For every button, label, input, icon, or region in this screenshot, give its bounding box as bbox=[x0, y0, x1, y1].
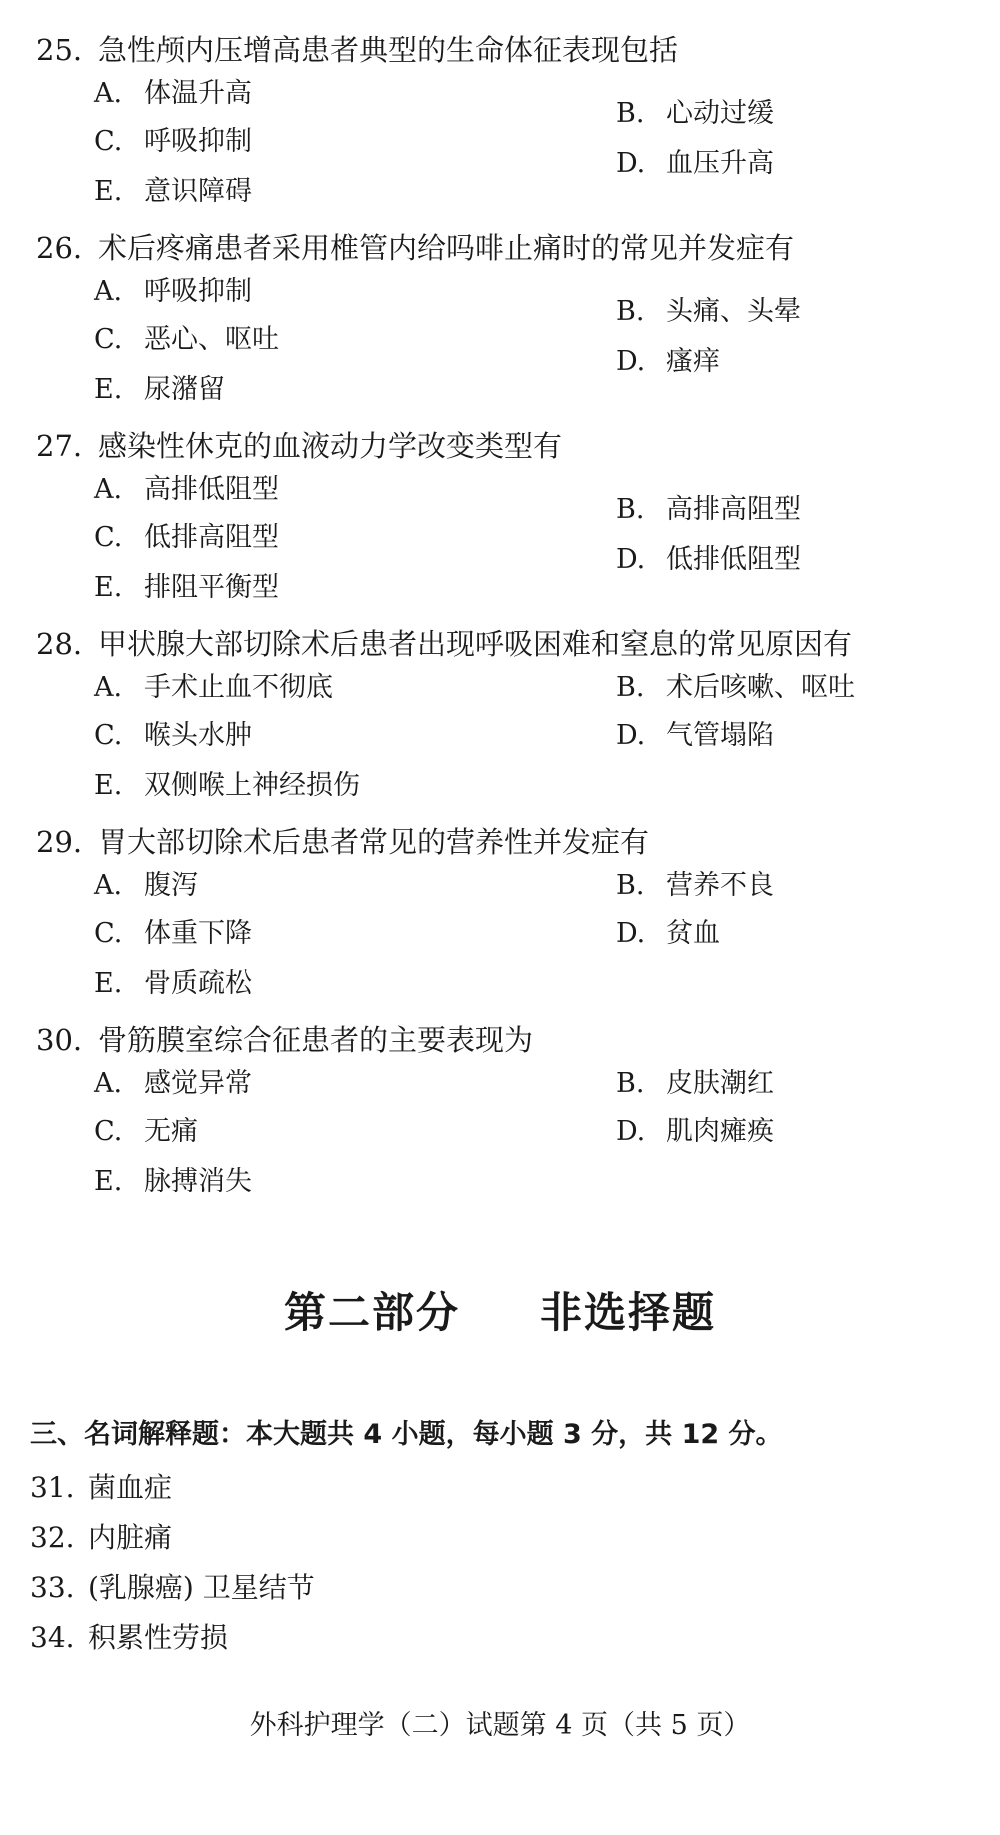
option-text: 皮肤潮红 bbox=[666, 1068, 774, 1099]
option-letter: E. bbox=[94, 176, 123, 207]
question-27 bbox=[36, 426, 976, 616]
option-letter: A. bbox=[94, 1068, 123, 1099]
option-letter: A. bbox=[94, 78, 123, 109]
option-text: 手术止血不彻底 bbox=[144, 672, 333, 703]
question-28 bbox=[36, 624, 976, 814]
option-c bbox=[94, 916, 252, 952]
question-text: 感染性休克的血液动力学改变类型有 bbox=[98, 429, 563, 463]
option-letter: C. bbox=[94, 522, 123, 553]
option-letter: D. bbox=[616, 346, 646, 377]
option-text: 感觉异常 bbox=[144, 1068, 252, 1099]
question-number: 28. bbox=[36, 627, 83, 661]
term-31 bbox=[30, 1466, 172, 1506]
options bbox=[36, 268, 976, 418]
question-29 bbox=[36, 822, 976, 1012]
option-e bbox=[94, 1164, 252, 1200]
part-title-right: 非选择题 bbox=[540, 1288, 717, 1337]
option-letter: E. bbox=[94, 1166, 123, 1197]
option-d bbox=[616, 542, 801, 578]
option-text: 瘙痒 bbox=[666, 346, 720, 377]
option-letter: B. bbox=[616, 672, 645, 703]
question-text: 甲状腺大部切除术后患者出现呼吸困难和窒息的常见原因有 bbox=[98, 627, 853, 661]
option-text: 血压升高 bbox=[666, 148, 774, 179]
part-two-title bbox=[0, 1280, 1000, 1340]
option-b bbox=[616, 1066, 774, 1102]
question-text: 胃大部切除术后患者常见的营养性并发症有 bbox=[98, 825, 650, 859]
option-text: 体重下降 bbox=[144, 918, 252, 949]
question-number: 30. bbox=[36, 1023, 83, 1057]
question-25 bbox=[36, 30, 976, 220]
option-d bbox=[616, 344, 720, 380]
term-text: 内脏痛 bbox=[88, 1521, 173, 1554]
option-letter: A. bbox=[94, 870, 123, 901]
option-c bbox=[94, 124, 252, 160]
option-text: 意识障碍 bbox=[144, 176, 252, 207]
option-letter: C. bbox=[94, 324, 123, 355]
option-letter: E. bbox=[94, 968, 123, 999]
option-a bbox=[94, 472, 279, 508]
option-letter: D. bbox=[616, 720, 646, 751]
option-a bbox=[94, 274, 252, 310]
option-letter: B. bbox=[616, 98, 645, 129]
option-text: 双侧喉上神经损伤 bbox=[144, 770, 360, 801]
term-number: 34. bbox=[30, 1621, 75, 1654]
option-text: 气管塌陷 bbox=[666, 720, 774, 751]
term-number: 31. bbox=[30, 1471, 75, 1504]
option-letter: D. bbox=[616, 1116, 646, 1147]
options bbox=[36, 664, 976, 814]
option-letter: E. bbox=[94, 374, 123, 405]
option-d bbox=[616, 146, 774, 182]
option-text: 术后咳嗽、呕吐 bbox=[666, 672, 855, 703]
options bbox=[36, 70, 976, 220]
option-text: 体温升高 bbox=[144, 78, 252, 109]
options bbox=[36, 862, 976, 1012]
option-b bbox=[616, 96, 774, 132]
option-letter: C. bbox=[94, 1116, 123, 1147]
option-letter: D. bbox=[616, 918, 646, 949]
question-stem bbox=[36, 426, 976, 466]
option-text: 呼吸抑制 bbox=[144, 126, 252, 157]
option-e bbox=[94, 966, 252, 1002]
options bbox=[36, 1060, 976, 1210]
option-text: 骨质疏松 bbox=[144, 968, 252, 999]
option-c bbox=[94, 322, 279, 358]
question-stem bbox=[36, 30, 976, 70]
option-letter: E. bbox=[94, 770, 123, 801]
option-text: 低排高阻型 bbox=[144, 522, 279, 553]
option-letter: A. bbox=[94, 474, 123, 505]
term-text: (乳腺癌) 卫星结节 bbox=[88, 1571, 315, 1604]
question-30 bbox=[36, 1020, 976, 1210]
option-letter: C. bbox=[94, 720, 123, 751]
option-e bbox=[94, 174, 252, 210]
option-c bbox=[94, 718, 252, 754]
option-text: 脉搏消失 bbox=[144, 1166, 252, 1197]
term-32 bbox=[30, 1516, 172, 1556]
option-a bbox=[94, 1066, 252, 1102]
term-number: 33. bbox=[30, 1571, 75, 1604]
term-33 bbox=[30, 1566, 315, 1606]
option-d bbox=[616, 1114, 774, 1150]
question-text: 骨筋膜室综合征患者的主要表现为 bbox=[98, 1023, 534, 1057]
option-text: 肌肉瘫痪 bbox=[666, 1116, 774, 1147]
question-stem bbox=[36, 1020, 976, 1060]
option-a bbox=[94, 76, 252, 112]
option-d bbox=[616, 916, 720, 952]
option-text: 头痛、头晕 bbox=[666, 296, 801, 327]
option-b bbox=[616, 492, 801, 528]
question-26 bbox=[36, 228, 976, 418]
term-number: 32. bbox=[30, 1521, 75, 1554]
option-letter: A. bbox=[94, 276, 123, 307]
term-text: 菌血症 bbox=[88, 1471, 173, 1504]
question-text: 急性颅内压增高患者典型的生命体征表现包括 bbox=[98, 33, 679, 67]
option-text: 贫血 bbox=[666, 918, 720, 949]
option-c bbox=[94, 1114, 198, 1150]
option-a bbox=[94, 670, 333, 706]
option-text: 高排高阻型 bbox=[666, 494, 801, 525]
option-letter: B. bbox=[616, 296, 645, 327]
option-letter: D. bbox=[616, 544, 646, 575]
page-footer: 外科护理学（二）试题第 4 页（共 5 页） bbox=[249, 1710, 751, 1741]
option-text: 营养不良 bbox=[666, 870, 774, 901]
term-text: 积累性劳损 bbox=[88, 1621, 229, 1654]
option-letter: B. bbox=[616, 870, 645, 901]
option-text: 心动过缓 bbox=[666, 98, 774, 129]
option-a bbox=[94, 868, 198, 904]
question-number: 25. bbox=[36, 33, 83, 67]
option-e bbox=[94, 570, 279, 606]
option-letter: B. bbox=[616, 494, 645, 525]
option-text: 恶心、呕吐 bbox=[144, 324, 279, 355]
option-letter: E. bbox=[94, 572, 123, 603]
option-b bbox=[616, 868, 774, 904]
question-stem bbox=[36, 228, 976, 268]
option-c bbox=[94, 520, 279, 556]
option-letter: D. bbox=[616, 148, 646, 179]
option-text: 低排低阻型 bbox=[666, 544, 801, 575]
question-number: 29. bbox=[36, 825, 83, 859]
part-title-left: 第二部分 bbox=[283, 1288, 460, 1337]
options bbox=[36, 466, 976, 616]
question-number: 27. bbox=[36, 429, 83, 463]
option-text: 无痛 bbox=[144, 1116, 198, 1147]
option-text: 高排低阻型 bbox=[144, 474, 279, 505]
option-text: 呼吸抑制 bbox=[144, 276, 252, 307]
option-b bbox=[616, 294, 801, 330]
option-e bbox=[94, 372, 225, 408]
section-heading: 三、名词解释题：本大题共 4 小题，每小题 3 分，共 12 分。 bbox=[30, 1419, 783, 1450]
term-34 bbox=[30, 1616, 228, 1656]
option-d bbox=[616, 718, 774, 754]
option-b bbox=[616, 670, 855, 706]
question-number: 26. bbox=[36, 231, 83, 265]
option-letter: B. bbox=[616, 1068, 645, 1099]
option-letter: C. bbox=[94, 126, 123, 157]
option-letter: A. bbox=[94, 672, 123, 703]
option-text: 尿潴留 bbox=[144, 374, 225, 405]
option-e bbox=[94, 768, 360, 804]
option-text: 排阻平衡型 bbox=[144, 572, 279, 603]
question-text: 术后疼痛患者采用椎管内给吗啡止痛时的常见并发症有 bbox=[98, 231, 795, 265]
option-text: 喉头水肿 bbox=[144, 720, 252, 751]
question-stem bbox=[36, 624, 976, 664]
question-stem bbox=[36, 822, 976, 862]
option-letter: C. bbox=[94, 918, 123, 949]
option-text: 腹泻 bbox=[144, 870, 198, 901]
